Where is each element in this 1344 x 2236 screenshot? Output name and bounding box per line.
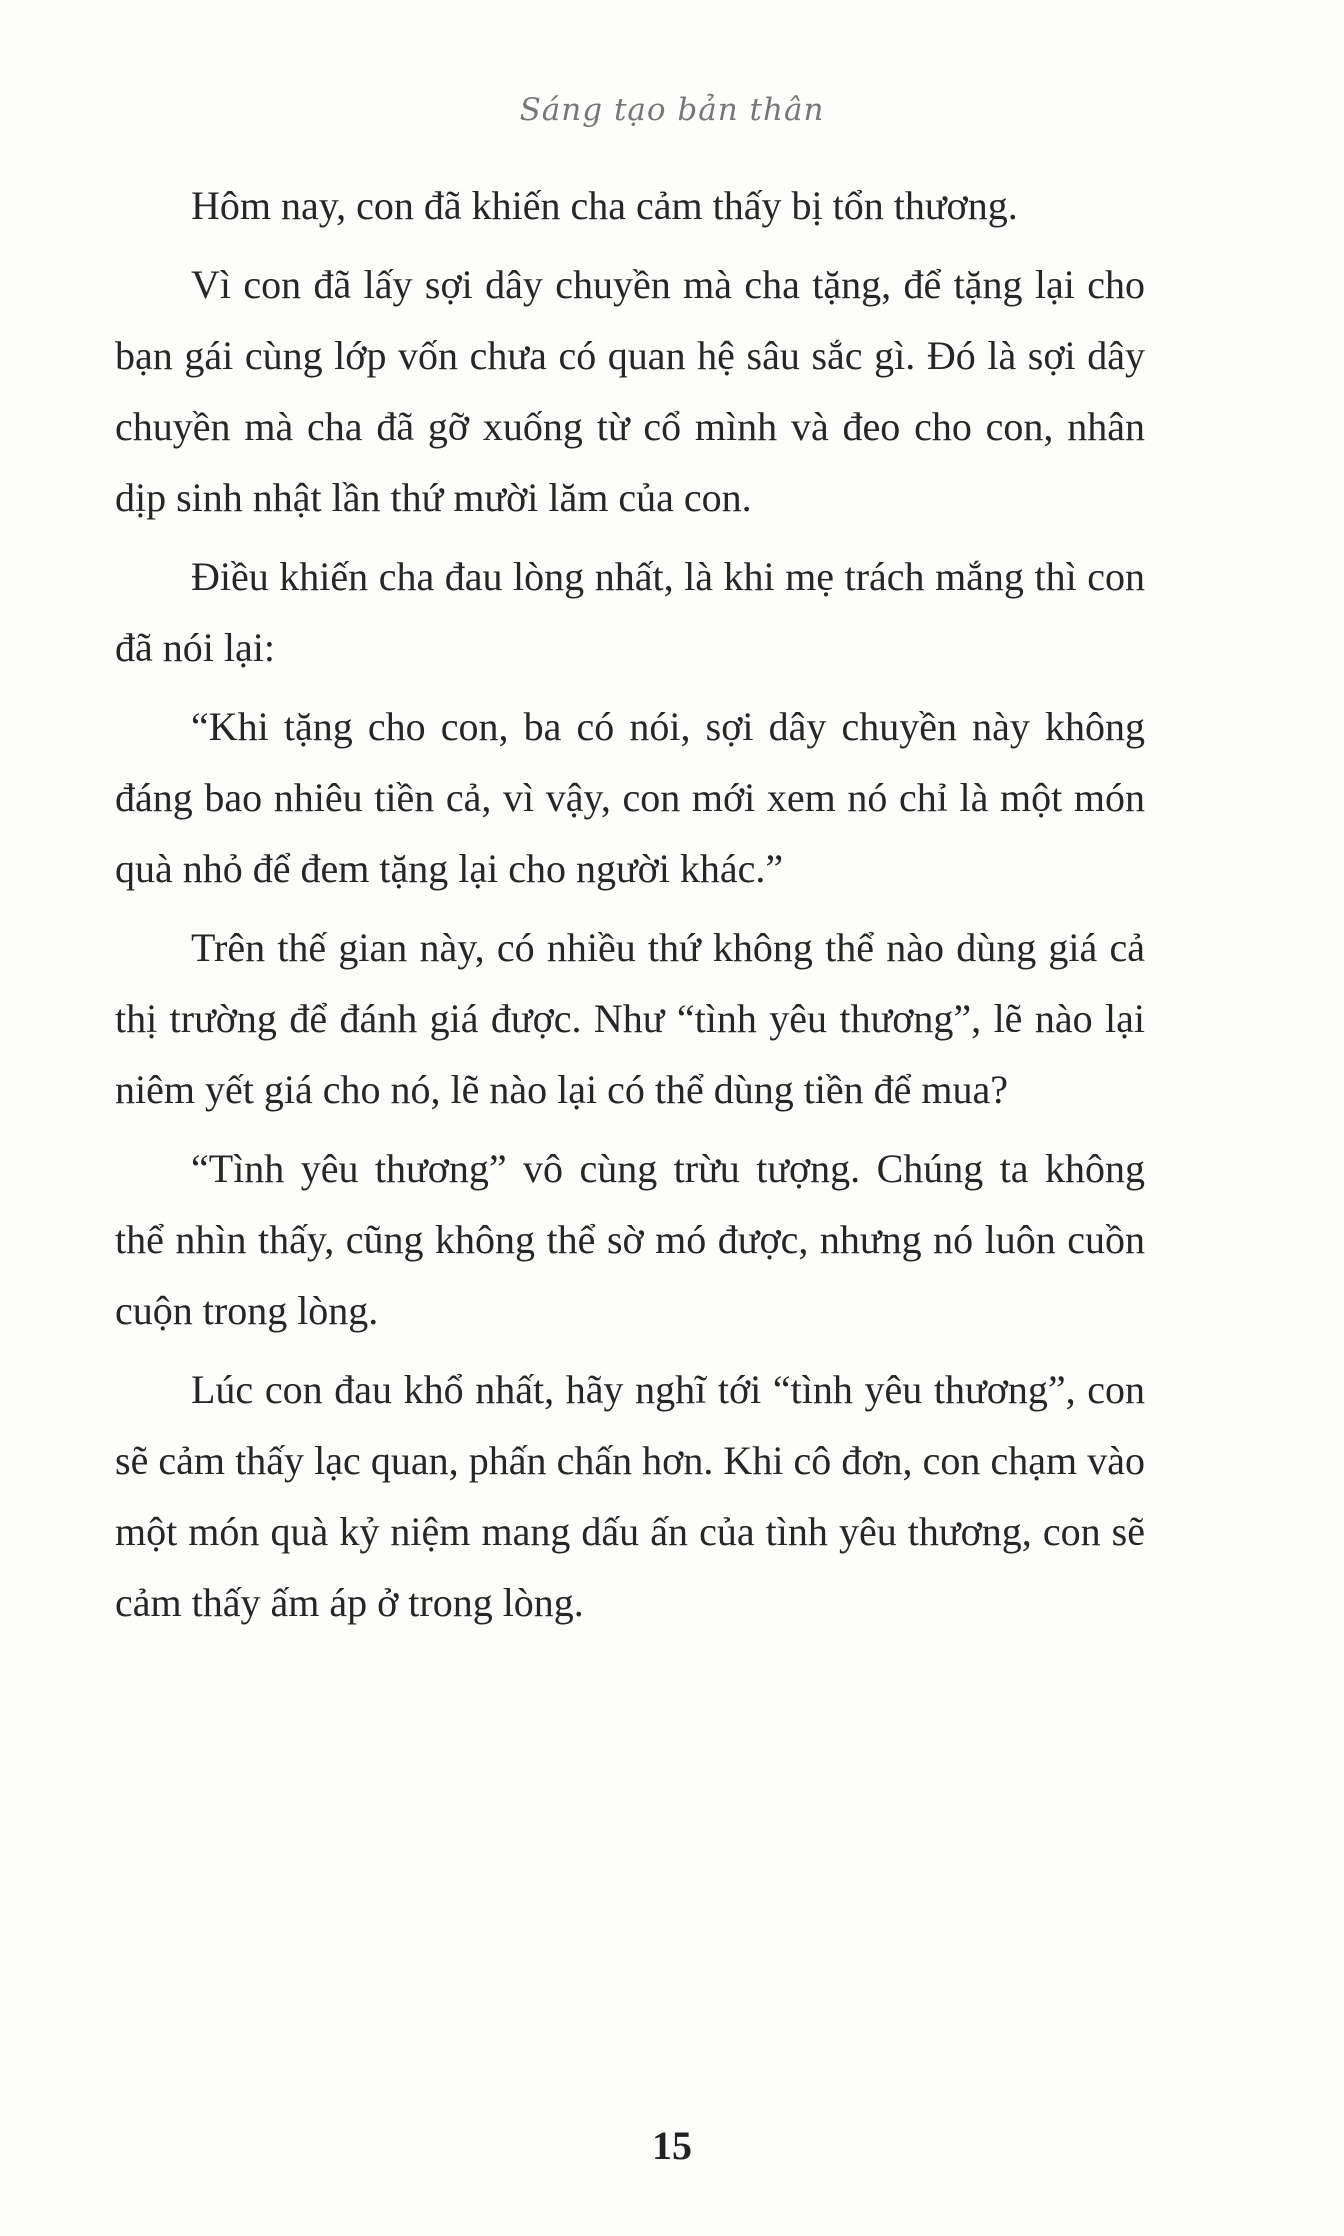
paragraph: “Khi tặng cho con, ba có nói, sợi dây chuyền này không đáng bao nhiêu tiền cả, vì vậy, con mới xem nó chỉ là một món quà nhỏ để đem tặng lại cho người khác.” [115,704,1145,891]
body-text [115,170,1145,1646]
page-number: 15 [652,2123,692,2168]
paragraph: Lúc con đau khổ nhất, hãy nghĩ tới “tình yêu thương”, con sẽ cảm thấy lạc quan, phấn chấn hơn. Khi cô đơn, con chạm vào một món quà kỷ niệm mang dấu ấn của tình yêu thương, con sẽ cảm thấy ấm áp ở trong lòng. [115,1367,1145,1625]
running-header: Sáng tạo bản thân [519,92,825,128]
paragraph: “Tình yêu thương” vô cùng trừu tượng. Chúng ta không thể nhìn thấy, cũng không thể sờ mó được, nhưng nó luôn cuồn cuộn trong lòng. [115,1146,1145,1333]
paragraph: Vì con đã lấy sợi dây chuyền mà cha tặng, để tặng lại cho bạn gái cùng lớp vốn chưa có quan hệ sâu sắc gì. Đó là sợi dây chuyền mà cha đã gỡ xuống từ cổ mình và đeo cho con, nhân dịp sinh nhật lần thứ mười lăm của con. [115,262,1145,520]
paragraph: Điều khiến cha đau lòng nhất, là khi mẹ trách mắng thì con đã nói lại: [115,554,1145,670]
paragraph: Trên thế gian này, có nhiều thứ không thể nào dùng giá cả thị trường để đánh giá được. Như “tình yêu thương”, lẽ nào lại niêm yết giá cho nó, lẽ nào lại có thể dùng tiền để mua? [115,925,1145,1112]
paragraph: Hôm nay, con đã khiến cha cảm thấy bị tổn thương. [191,183,1018,228]
